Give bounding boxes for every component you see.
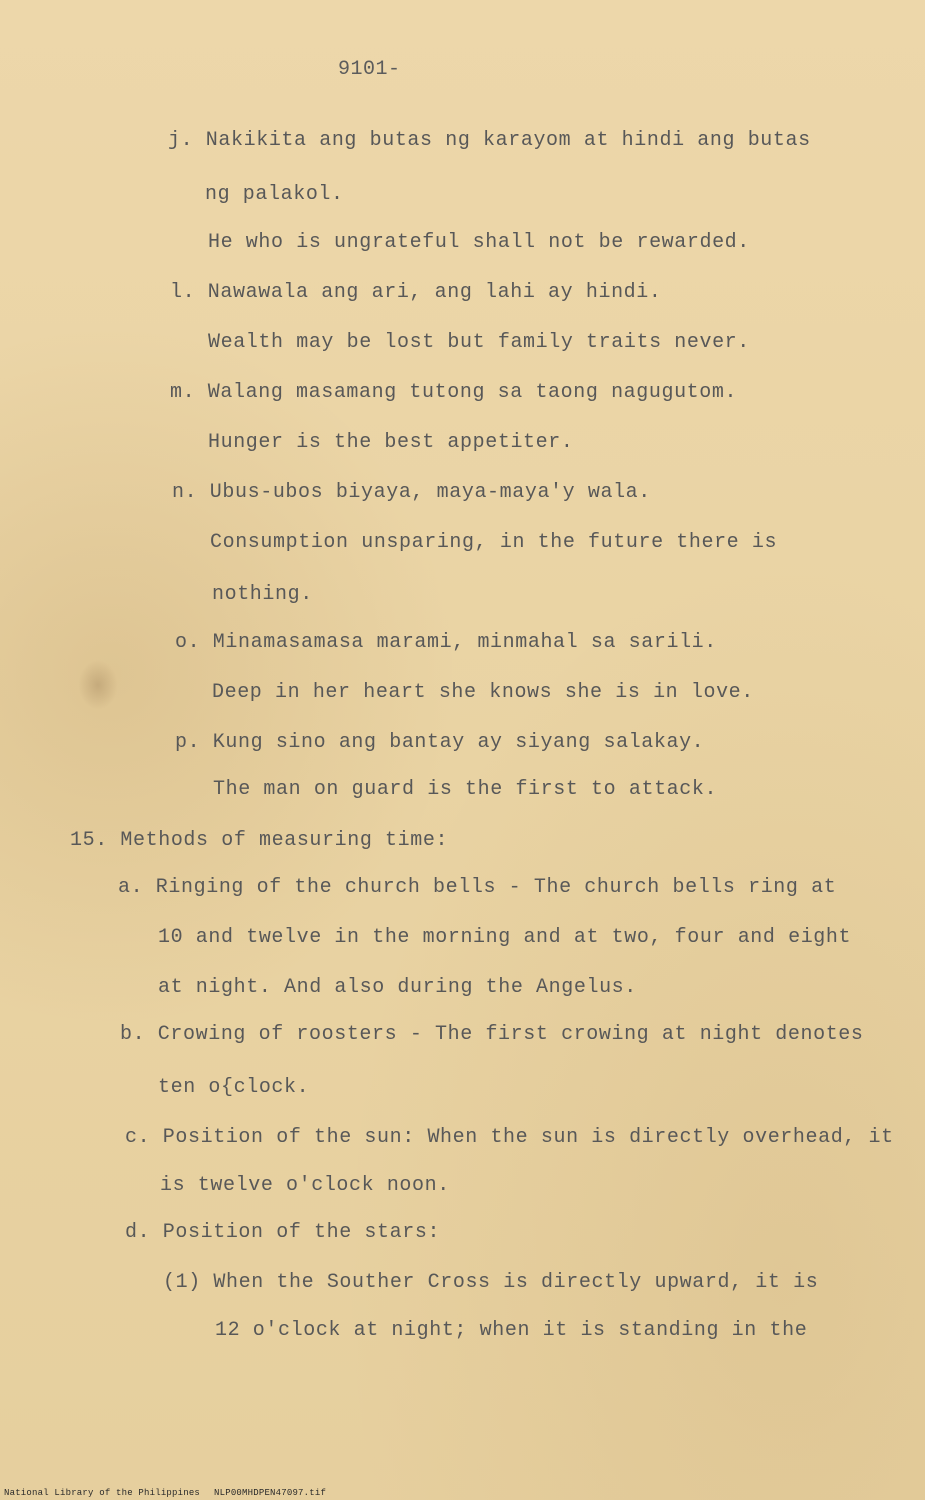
- item-d-sub1-line2: 12 o'clock at night; when it is standing in the: [215, 1319, 808, 1342]
- proverb-p-tagalog: p. Kung sino ang bantay ay siyang salakay.: [175, 731, 705, 754]
- page-number: 9101-: [338, 58, 401, 81]
- item-d-line1: d. Position of the stars:: [125, 1221, 441, 1244]
- item-a-line2: 10 and twelve in the morning and at two, four and eight: [158, 926, 852, 949]
- section-15-heading: 15. Methods of measuring time:: [70, 829, 449, 852]
- footer-institution: National Library of the Philippines: [4, 1488, 201, 1498]
- proverb-p-english: The man on guard is the first to attack.: [213, 778, 718, 801]
- proverb-n-english: Consumption unsparing, in the future there is: [210, 531, 778, 554]
- proverb-j-english: He who is ungrateful shall not be rewarded.: [208, 231, 750, 254]
- paper-stain: [78, 660, 118, 710]
- item-b-line2: ten o{clock.: [158, 1076, 310, 1099]
- footer-filename: NLP00MHDPEN47097.tif: [214, 1488, 327, 1498]
- item-c-line1: c. Position of the sun: When the sun is directly overhead, it: [125, 1126, 894, 1149]
- proverb-l-english: Wealth may be lost but family traits never.: [208, 331, 750, 354]
- item-b-line1: b. Crowing of roosters - The first crowing at night denotes: [120, 1023, 864, 1046]
- proverb-l-tagalog: l. Nawawala ang ari, ang lahi ay hindi.: [170, 281, 662, 304]
- proverb-m-tagalog: m. Walang masamang tutong sa taong nagugutom.: [170, 381, 738, 404]
- item-a-line1: a. Ringing of the church bells - The church bells ring at: [118, 876, 837, 899]
- proverb-n-tagalog: n. Ubus-ubos biyaya, maya-maya'y wala.: [172, 481, 651, 504]
- proverb-n-english-cont: nothing.: [212, 583, 313, 606]
- proverb-m-english: Hunger is the best appetiter.: [208, 431, 574, 454]
- item-d-sub1-line1: (1) When the Souther Cross is directly upward, it is: [163, 1271, 819, 1294]
- scan-footer: [4, 1488, 326, 1498]
- item-c-line2: is twelve o'clock noon.: [160, 1174, 450, 1197]
- item-a-line3: at night. And also during the Angelus.: [158, 976, 637, 999]
- proverb-j-tagalog-cont: ng palakol.: [205, 183, 344, 206]
- proverb-o-english: Deep in her heart she knows she is in love.: [212, 681, 754, 704]
- proverb-o-tagalog: o. Minamasamasa marami, minmahal sa sarili.: [175, 631, 717, 654]
- proverb-j-tagalog: j. Nakikita ang butas ng karayom at hindi ang butas: [168, 129, 811, 152]
